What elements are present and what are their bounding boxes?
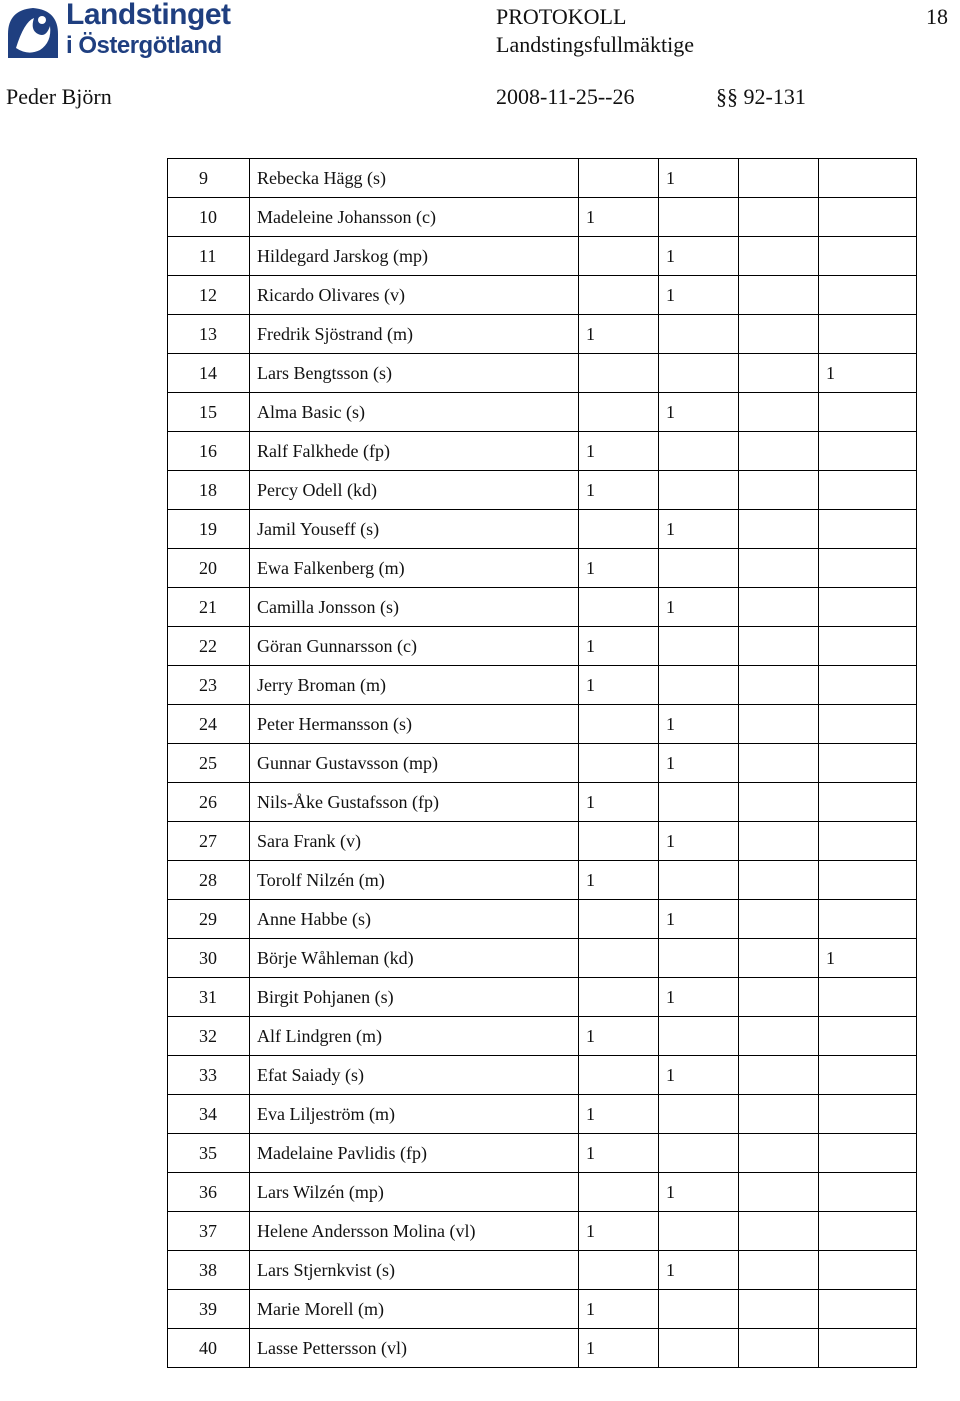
vote-nej-cell: 1	[659, 276, 739, 315]
table-row	[168, 432, 917, 471]
vote-ja-cell	[579, 1173, 659, 1212]
table-row	[168, 159, 917, 198]
member-number-cell: 39	[168, 1290, 250, 1329]
vote-avstar-cell	[739, 861, 819, 900]
vote-franvarande-cell	[819, 705, 917, 744]
vote-avstar-cell	[739, 705, 819, 744]
vote-avstar-cell	[739, 1056, 819, 1095]
vote-ja-cell	[579, 900, 659, 939]
vote-franvarande-cell	[819, 666, 917, 705]
member-number-cell: 32	[168, 1017, 250, 1056]
vote-ja-cell: 1	[579, 1017, 659, 1056]
member-number-cell: 28	[168, 861, 250, 900]
page-number: 18	[926, 4, 948, 29]
vote-franvarande-cell	[819, 588, 917, 627]
vote-avstar-cell	[739, 900, 819, 939]
vote-nej-cell	[659, 1095, 739, 1134]
member-name-cell: Rebecka Hägg (s)	[250, 159, 579, 198]
table-row	[168, 978, 917, 1017]
vote-franvarande-cell	[819, 471, 917, 510]
vote-nej-cell	[659, 1017, 739, 1056]
member-name-cell: Gunnar Gustavsson (mp)	[250, 744, 579, 783]
vote-avstar-cell	[739, 549, 819, 588]
vote-avstar-cell	[739, 471, 819, 510]
member-name-cell: Alf Lindgren (m)	[250, 1017, 579, 1056]
vote-nej-cell	[659, 549, 739, 588]
vote-franvarande-cell	[819, 1095, 917, 1134]
member-number-cell: 34	[168, 1095, 250, 1134]
member-number-cell: 22	[168, 627, 250, 666]
vote-nej-cell	[659, 1134, 739, 1173]
table-row	[168, 510, 917, 549]
document-subtitle: Landstingsfullmäktige	[496, 32, 694, 57]
member-name-cell: Madeleine Johansson (c)	[250, 198, 579, 237]
table-row	[168, 1173, 917, 1212]
table-row	[168, 198, 917, 237]
member-name-cell: Helene Andersson Molina (vl)	[250, 1212, 579, 1251]
member-name-cell: Lars Stjernkvist (s)	[250, 1251, 579, 1290]
member-number-cell: 19	[168, 510, 250, 549]
member-number-cell: 10	[168, 198, 250, 237]
member-number-cell: 14	[168, 354, 250, 393]
vote-nej-cell: 1	[659, 510, 739, 549]
vote-ja-cell	[579, 354, 659, 393]
member-name-cell: Camilla Jonsson (s)	[250, 588, 579, 627]
vote-nej-cell: 1	[659, 978, 739, 1017]
member-number-cell: 29	[168, 900, 250, 939]
vote-franvarande-cell	[819, 315, 917, 354]
vote-avstar-cell	[739, 393, 819, 432]
table-row	[168, 1329, 917, 1368]
table-row	[168, 237, 917, 276]
vote-franvarande-cell	[819, 1212, 917, 1251]
table-row	[168, 822, 917, 861]
vote-ja-cell	[579, 1056, 659, 1095]
table-row	[168, 1212, 917, 1251]
vote-table-body	[168, 159, 917, 1368]
vote-ja-cell: 1	[579, 1095, 659, 1134]
vote-avstar-cell	[739, 315, 819, 354]
document-type: PROTOKOLL	[496, 4, 627, 29]
vote-ja-cell	[579, 510, 659, 549]
vote-nej-cell	[659, 1329, 739, 1368]
member-name-cell: Alma Basic (s)	[250, 393, 579, 432]
vote-ja-cell	[579, 822, 659, 861]
vote-avstar-cell	[739, 510, 819, 549]
vote-franvarande-cell	[819, 432, 917, 471]
vote-avstar-cell	[739, 939, 819, 978]
table-row	[168, 744, 917, 783]
member-name-cell: Percy Odell (kd)	[250, 471, 579, 510]
vote-ja-cell: 1	[579, 1290, 659, 1329]
table-row	[168, 1290, 917, 1329]
vote-avstar-cell	[739, 159, 819, 198]
member-name-cell: Marie Morell (m)	[250, 1290, 579, 1329]
vote-ja-cell	[579, 978, 659, 1017]
vote-franvarande-cell	[819, 783, 917, 822]
member-number-cell: 24	[168, 705, 250, 744]
vote-nej-cell	[659, 432, 739, 471]
vote-nej-cell	[659, 354, 739, 393]
vote-franvarande-cell	[819, 237, 917, 276]
member-number-cell: 9	[168, 159, 250, 198]
vote-franvarande-cell	[819, 1173, 917, 1212]
vote-avstar-cell	[739, 198, 819, 237]
table-row	[168, 627, 917, 666]
vote-franvarande-cell: 1	[819, 939, 917, 978]
member-number-cell: 33	[168, 1056, 250, 1095]
vote-avstar-cell	[739, 1290, 819, 1329]
member-name-cell: Lasse Pettersson (vl)	[250, 1329, 579, 1368]
member-name-cell: Lars Wilzén (mp)	[250, 1173, 579, 1212]
vote-franvarande-cell	[819, 627, 917, 666]
member-number-cell: 18	[168, 471, 250, 510]
vote-nej-cell: 1	[659, 705, 739, 744]
table-row	[168, 549, 917, 588]
member-name-cell: Anne Habbe (s)	[250, 900, 579, 939]
member-number-cell: 15	[168, 393, 250, 432]
vote-ja-cell	[579, 588, 659, 627]
vote-nej-cell: 1	[659, 393, 739, 432]
vote-avstar-cell	[739, 1134, 819, 1173]
table-row	[168, 939, 917, 978]
member-number-cell: 11	[168, 237, 250, 276]
vote-nej-cell: 1	[659, 744, 739, 783]
member-number-cell: 35	[168, 1134, 250, 1173]
member-name-cell: Göran Gunnarsson (c)	[250, 627, 579, 666]
vote-nej-cell	[659, 783, 739, 822]
table-row	[168, 1017, 917, 1056]
vote-ja-cell: 1	[579, 783, 659, 822]
vote-nej-cell: 1	[659, 1056, 739, 1095]
vote-nej-cell: 1	[659, 822, 739, 861]
member-name-cell: Lars Bengtsson (s)	[250, 354, 579, 393]
member-number-cell: 40	[168, 1329, 250, 1368]
vote-franvarande-cell	[819, 510, 917, 549]
member-number-cell: 13	[168, 315, 250, 354]
table-row	[168, 588, 917, 627]
vote-ja-cell	[579, 1251, 659, 1290]
logo-text-line2: i Östergötland	[66, 32, 222, 59]
member-name-cell: Börje Wåhleman (kd)	[250, 939, 579, 978]
vote-nej-cell: 1	[659, 237, 739, 276]
vote-franvarande-cell	[819, 1290, 917, 1329]
table-row	[168, 861, 917, 900]
vote-ja-cell	[579, 744, 659, 783]
vote-table	[167, 158, 917, 1368]
vote-avstar-cell	[739, 1212, 819, 1251]
member-name-cell: Jerry Broman (m)	[250, 666, 579, 705]
vote-franvarande-cell	[819, 744, 917, 783]
vote-nej-cell: 1	[659, 588, 739, 627]
member-name-cell: Birgit Pohjanen (s)	[250, 978, 579, 1017]
table-row	[168, 354, 917, 393]
vote-nej-cell	[659, 198, 739, 237]
vote-ja-cell: 1	[579, 627, 659, 666]
table-row	[168, 705, 917, 744]
vote-avstar-cell	[739, 237, 819, 276]
vote-franvarande-cell	[819, 861, 917, 900]
member-number-cell: 30	[168, 939, 250, 978]
member-name-cell: Fredrik Sjöstrand (m)	[250, 315, 579, 354]
vote-avstar-cell	[739, 627, 819, 666]
vote-nej-cell	[659, 1290, 739, 1329]
member-number-cell: 16	[168, 432, 250, 471]
vote-ja-cell	[579, 939, 659, 978]
table-row	[168, 393, 917, 432]
author-name: Peder Björn	[6, 84, 112, 109]
vote-nej-cell	[659, 939, 739, 978]
vote-avstar-cell	[739, 354, 819, 393]
vote-nej-cell	[659, 471, 739, 510]
vote-ja-cell	[579, 393, 659, 432]
vote-nej-cell	[659, 861, 739, 900]
table-row	[168, 900, 917, 939]
vote-nej-cell: 1	[659, 159, 739, 198]
vote-franvarande-cell	[819, 159, 917, 198]
vote-avstar-cell	[739, 822, 819, 861]
member-name-cell: Ricardo Olivares (v)	[250, 276, 579, 315]
member-name-cell: Hildegard Jarskog (mp)	[250, 237, 579, 276]
logo-emblem-icon	[4, 4, 62, 62]
vote-franvarande-cell: 1	[819, 354, 917, 393]
vote-avstar-cell	[739, 1017, 819, 1056]
vote-franvarande-cell	[819, 198, 917, 237]
table-row	[168, 1095, 917, 1134]
vote-franvarande-cell	[819, 393, 917, 432]
member-name-cell: Madelaine Pavlidis (fp)	[250, 1134, 579, 1173]
member-name-cell: Sara Frank (v)	[250, 822, 579, 861]
vote-avstar-cell	[739, 432, 819, 471]
vote-avstar-cell	[739, 1173, 819, 1212]
vote-franvarande-cell	[819, 1056, 917, 1095]
member-number-cell: 37	[168, 1212, 250, 1251]
vote-nej-cell	[659, 666, 739, 705]
vote-ja-cell	[579, 705, 659, 744]
member-number-cell: 20	[168, 549, 250, 588]
vote-ja-cell: 1	[579, 549, 659, 588]
member-number-cell: 31	[168, 978, 250, 1017]
table-row	[168, 666, 917, 705]
meeting-date: 2008-11-25--26	[496, 84, 635, 109]
member-number-cell: 25	[168, 744, 250, 783]
vote-nej-cell	[659, 315, 739, 354]
vote-ja-cell: 1	[579, 1134, 659, 1173]
vote-franvarande-cell	[819, 1329, 917, 1368]
member-name-cell: Nils-Åke Gustafsson (fp)	[250, 783, 579, 822]
member-number-cell: 12	[168, 276, 250, 315]
vote-franvarande-cell	[819, 1017, 917, 1056]
vote-franvarande-cell	[819, 1134, 917, 1173]
member-name-cell: Ewa Falkenberg (m)	[250, 549, 579, 588]
table-row	[168, 471, 917, 510]
member-number-cell: 21	[168, 588, 250, 627]
table-row	[168, 1134, 917, 1173]
vote-ja-cell: 1	[579, 861, 659, 900]
vote-nej-cell	[659, 627, 739, 666]
vote-franvarande-cell	[819, 978, 917, 1017]
member-name-cell: Ralf Falkhede (fp)	[250, 432, 579, 471]
member-name-cell: Efat Saiady (s)	[250, 1056, 579, 1095]
landstinget-logo	[4, 2, 244, 64]
vote-ja-cell	[579, 276, 659, 315]
vote-ja-cell: 1	[579, 198, 659, 237]
member-number-cell: 26	[168, 783, 250, 822]
vote-ja-cell: 1	[579, 471, 659, 510]
vote-ja-cell	[579, 237, 659, 276]
member-number-cell: 38	[168, 1251, 250, 1290]
vote-avstar-cell	[739, 1329, 819, 1368]
vote-ja-cell: 1	[579, 1212, 659, 1251]
table-row	[168, 783, 917, 822]
table-row	[168, 1251, 917, 1290]
vote-avstar-cell	[739, 276, 819, 315]
member-name-cell: Eva Liljeström (m)	[250, 1095, 579, 1134]
vote-ja-cell: 1	[579, 432, 659, 471]
table-row	[168, 1056, 917, 1095]
vote-franvarande-cell	[819, 822, 917, 861]
table-row	[168, 315, 917, 354]
vote-avstar-cell	[739, 978, 819, 1017]
vote-avstar-cell	[739, 666, 819, 705]
vote-franvarande-cell	[819, 549, 917, 588]
vote-nej-cell: 1	[659, 900, 739, 939]
vote-avstar-cell	[739, 783, 819, 822]
vote-avstar-cell	[739, 1095, 819, 1134]
vote-nej-cell	[659, 1212, 739, 1251]
vote-avstar-cell	[739, 1251, 819, 1290]
vote-ja-cell	[579, 159, 659, 198]
vote-ja-cell: 1	[579, 1329, 659, 1368]
vote-franvarande-cell	[819, 276, 917, 315]
vote-avstar-cell	[739, 744, 819, 783]
member-number-cell: 36	[168, 1173, 250, 1212]
member-name-cell: Jamil Youseff (s)	[250, 510, 579, 549]
vote-franvarande-cell	[819, 900, 917, 939]
member-name-cell: Peter Hermansson (s)	[250, 705, 579, 744]
vote-ja-cell: 1	[579, 315, 659, 354]
vote-ja-cell: 1	[579, 666, 659, 705]
vote-nej-cell: 1	[659, 1251, 739, 1290]
table-row	[168, 276, 917, 315]
vote-avstar-cell	[739, 588, 819, 627]
paragraph-range: §§ 92-131	[716, 84, 806, 109]
member-number-cell: 23	[168, 666, 250, 705]
member-number-cell: 27	[168, 822, 250, 861]
member-name-cell: Torolf Nilzén (m)	[250, 861, 579, 900]
vote-franvarande-cell	[819, 1251, 917, 1290]
vote-nej-cell: 1	[659, 1173, 739, 1212]
logo-text-line1: Landstinget	[66, 0, 231, 31]
